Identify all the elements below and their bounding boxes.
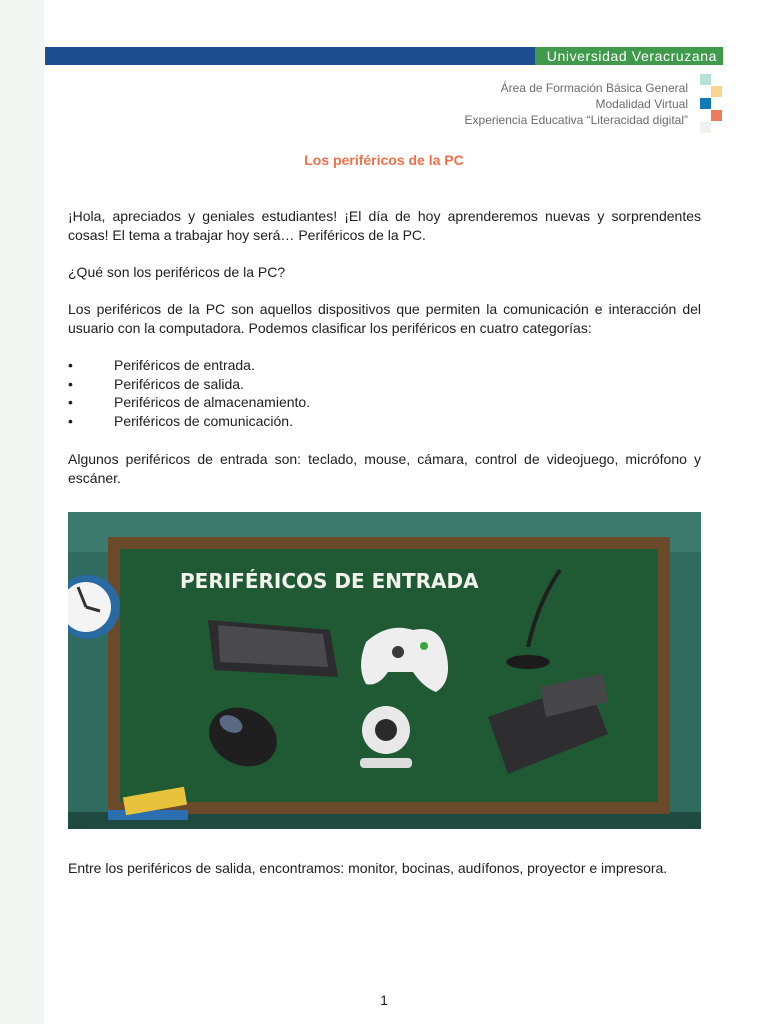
- categories-list: [68, 356, 310, 430]
- list-item-label: Periféricos de comunicación.: [114, 412, 293, 429]
- brand-square: [700, 122, 711, 133]
- brand-square: [700, 98, 711, 109]
- input-examples-paragraph: Algunos periféricos de entrada son: teclado, mouse, cámara, control de videojuego, micrófono y escáner.: [68, 451, 701, 486]
- header-bar: [45, 47, 723, 65]
- output-examples-paragraph: Entre los periféricos de salida, encontramos: monitor, bocinas, audífonos, proyector e impresora.: [68, 860, 668, 876]
- university-name: Universidad Veracruzana: [535, 47, 723, 65]
- page-number: 1: [380, 992, 388, 1008]
- brand-square: [700, 74, 711, 85]
- list-item: [68, 393, 310, 412]
- list-item-label: Periféricos de entrada.: [114, 357, 255, 373]
- bullet-icon: •: [68, 394, 73, 410]
- brand-square: [711, 110, 722, 121]
- list-item: [68, 412, 310, 431]
- header-line-course: Experiencia Educativa “Literacidad digital”: [464, 113, 688, 127]
- intro-paragraph: ¡Hola, apreciados y geniales estudiantes! ¡El día de hoy aprenderemos nuevas y sorprendentes cosas! El tema a trabajar hoy será… Periféricos de la PC.: [68, 208, 701, 243]
- header-line-modality: Modalidad Virtual: [595, 97, 688, 111]
- bullet-icon: •: [68, 412, 73, 429]
- header-bar-blue: [45, 47, 535, 65]
- header-info: [465, 80, 688, 128]
- input-peripherals-image: [68, 512, 701, 829]
- list-item: [68, 356, 310, 375]
- definition-paragraph: Los periféricos de la PC son aquellos dispositivos que permiten la comunicación e interacción del usuario con la computadora. Podemos clasificar los periféricos en cuatro categorías:: [68, 301, 701, 336]
- bullet-icon: •: [68, 357, 73, 373]
- bullet-icon: •: [68, 375, 73, 392]
- webcam-icon: [360, 706, 412, 768]
- question-paragraph: ¿Qué son los periféricos de la PC?: [68, 264, 286, 280]
- list-item: [68, 375, 310, 394]
- header-line-area: Área de Formación Básica General: [500, 81, 688, 95]
- brand-squares: [700, 74, 722, 134]
- brand-square: [711, 86, 722, 97]
- list-item-label: Periféricos de almacenamiento.: [114, 394, 311, 410]
- document-title: Los periféricos de la PC: [304, 152, 464, 168]
- list-item-label: Periféricos de salida.: [114, 375, 244, 392]
- chalkboard-title: PERIFÉRICOS DE ENTRADA: [180, 569, 479, 593]
